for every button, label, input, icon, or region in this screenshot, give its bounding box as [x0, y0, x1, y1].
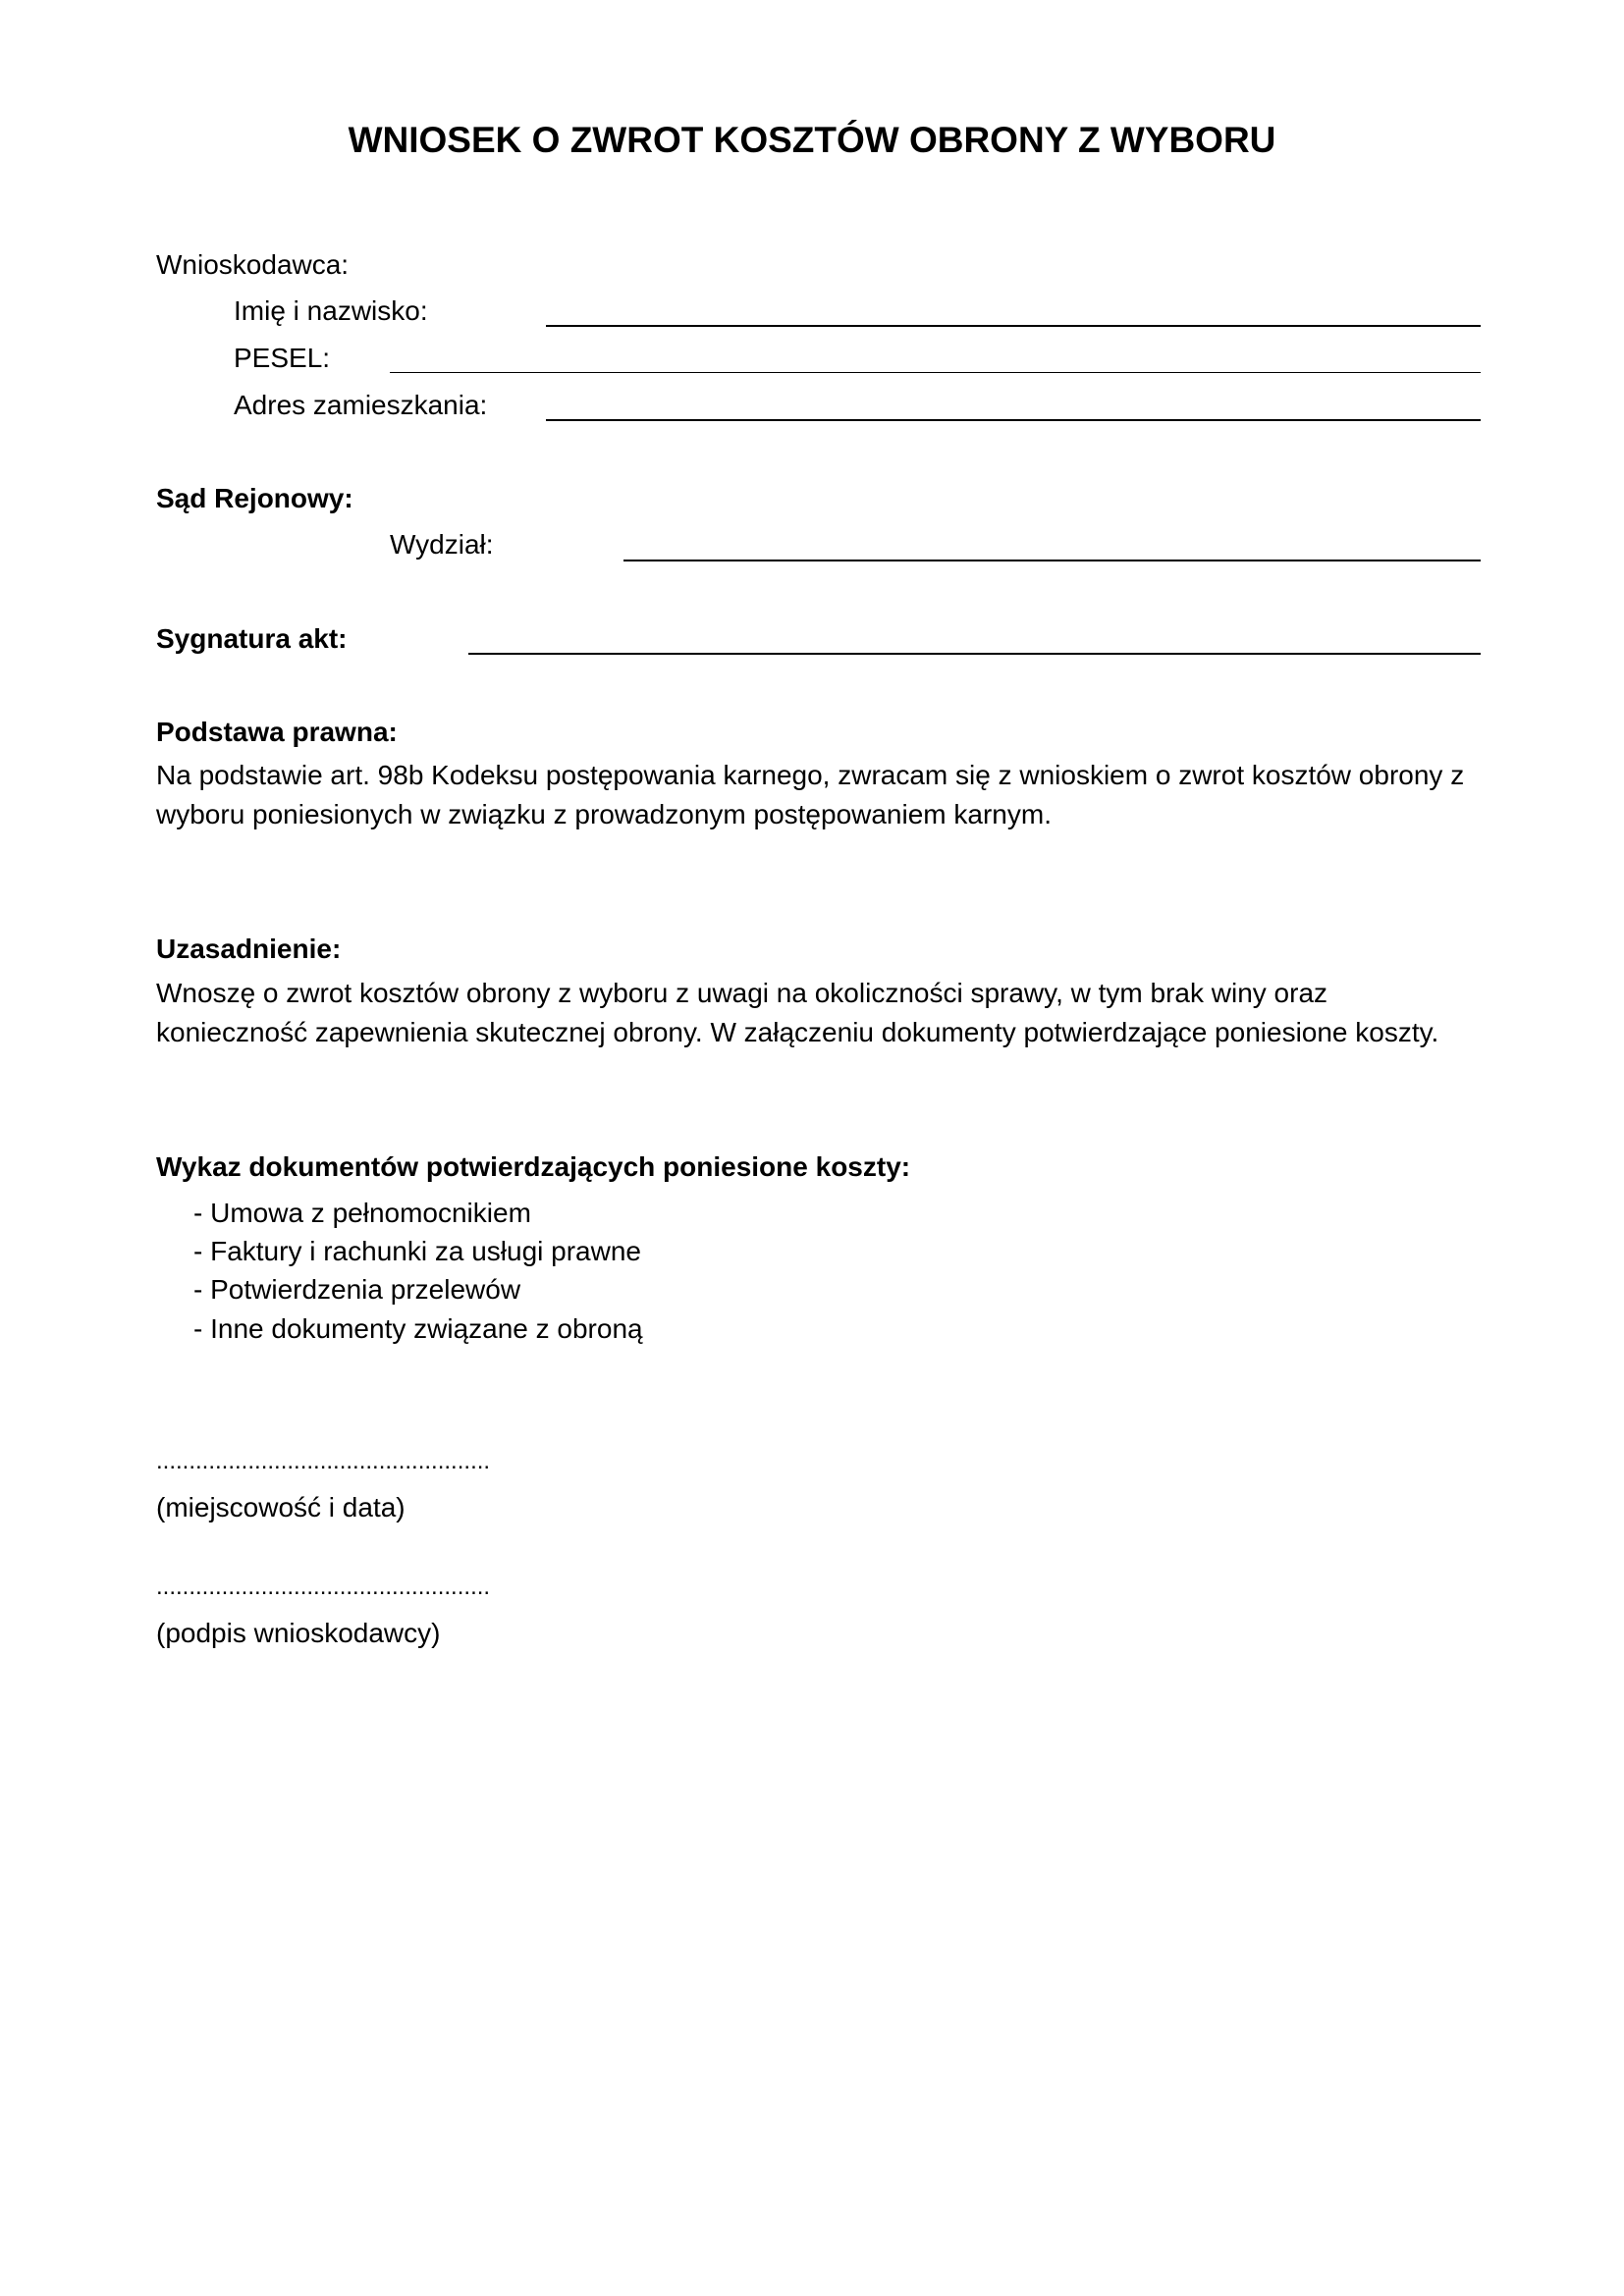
department-field-line[interactable]	[623, 560, 1481, 561]
case-number-label: Sygnatura akt:	[156, 623, 348, 654]
list-item: - Umowa z pełnomocnikiem	[193, 1198, 531, 1228]
name-field-line[interactable]	[546, 325, 1481, 327]
list-item: - Faktury i rachunki za usługi prawne	[193, 1236, 641, 1266]
place-date-label: (miejscowość i data)	[156, 1492, 406, 1522]
department-label: Wydział:	[390, 529, 494, 560]
applicant-heading: Wnioskodawca:	[156, 249, 350, 280]
pesel-field-line[interactable]	[390, 372, 1481, 373]
legal-basis-line-1: Na podstawie art. 98b Kodeksu postępowania karnego, zwracam się z wnioskiem o zwrot kosztów obrony z	[156, 760, 1465, 790]
list-item: - Inne dokumenty związane z obroną	[193, 1313, 643, 1344]
justification-line-1: Wnoszę o zwrot kosztów obrony z wyboru z uwagi na okoliczności sprawy, w tym brak winy oraz	[156, 978, 1328, 1008]
court-heading: Sąd Rejonowy:	[156, 483, 353, 513]
documents-heading: Wykaz dokumentów potwierdzających poniesione koszty:	[156, 1151, 911, 1182]
signature-label: (podpis wnioskodawcy)	[156, 1618, 441, 1648]
legal-basis-heading: Podstawa prawna:	[156, 717, 398, 747]
justification-line-2: konieczność zapewnienia skutecznej obrony. W załączeniu dokumenty potwierdzające poniesione koszty.	[156, 1017, 1439, 1047]
place-date-dotted-line[interactable]: ...................................................	[156, 1448, 491, 1474]
address-label: Adres zamieszkania:	[234, 390, 488, 420]
justification-heading: Uzasadnienie:	[156, 934, 342, 964]
document-title: WNIOSEK O ZWROT KOSZTÓW OBRONY Z WYBORU	[348, 120, 1276, 160]
case-number-field-line[interactable]	[468, 653, 1481, 655]
legal-basis-line-2: wyboru poniesionych w związku z prowadzonym postępowaniem karnym.	[156, 799, 1052, 829]
address-field-line[interactable]	[546, 419, 1481, 421]
name-label: Imię i nazwisko:	[234, 295, 428, 326]
justification-text	[156, 974, 1531, 1052]
signature-dotted-line[interactable]: ...................................................	[156, 1574, 491, 1600]
legal-basis-text	[156, 756, 1531, 834]
pesel-label: PESEL:	[234, 343, 331, 373]
list-item: - Potwierdzenia przelewów	[193, 1274, 521, 1305]
